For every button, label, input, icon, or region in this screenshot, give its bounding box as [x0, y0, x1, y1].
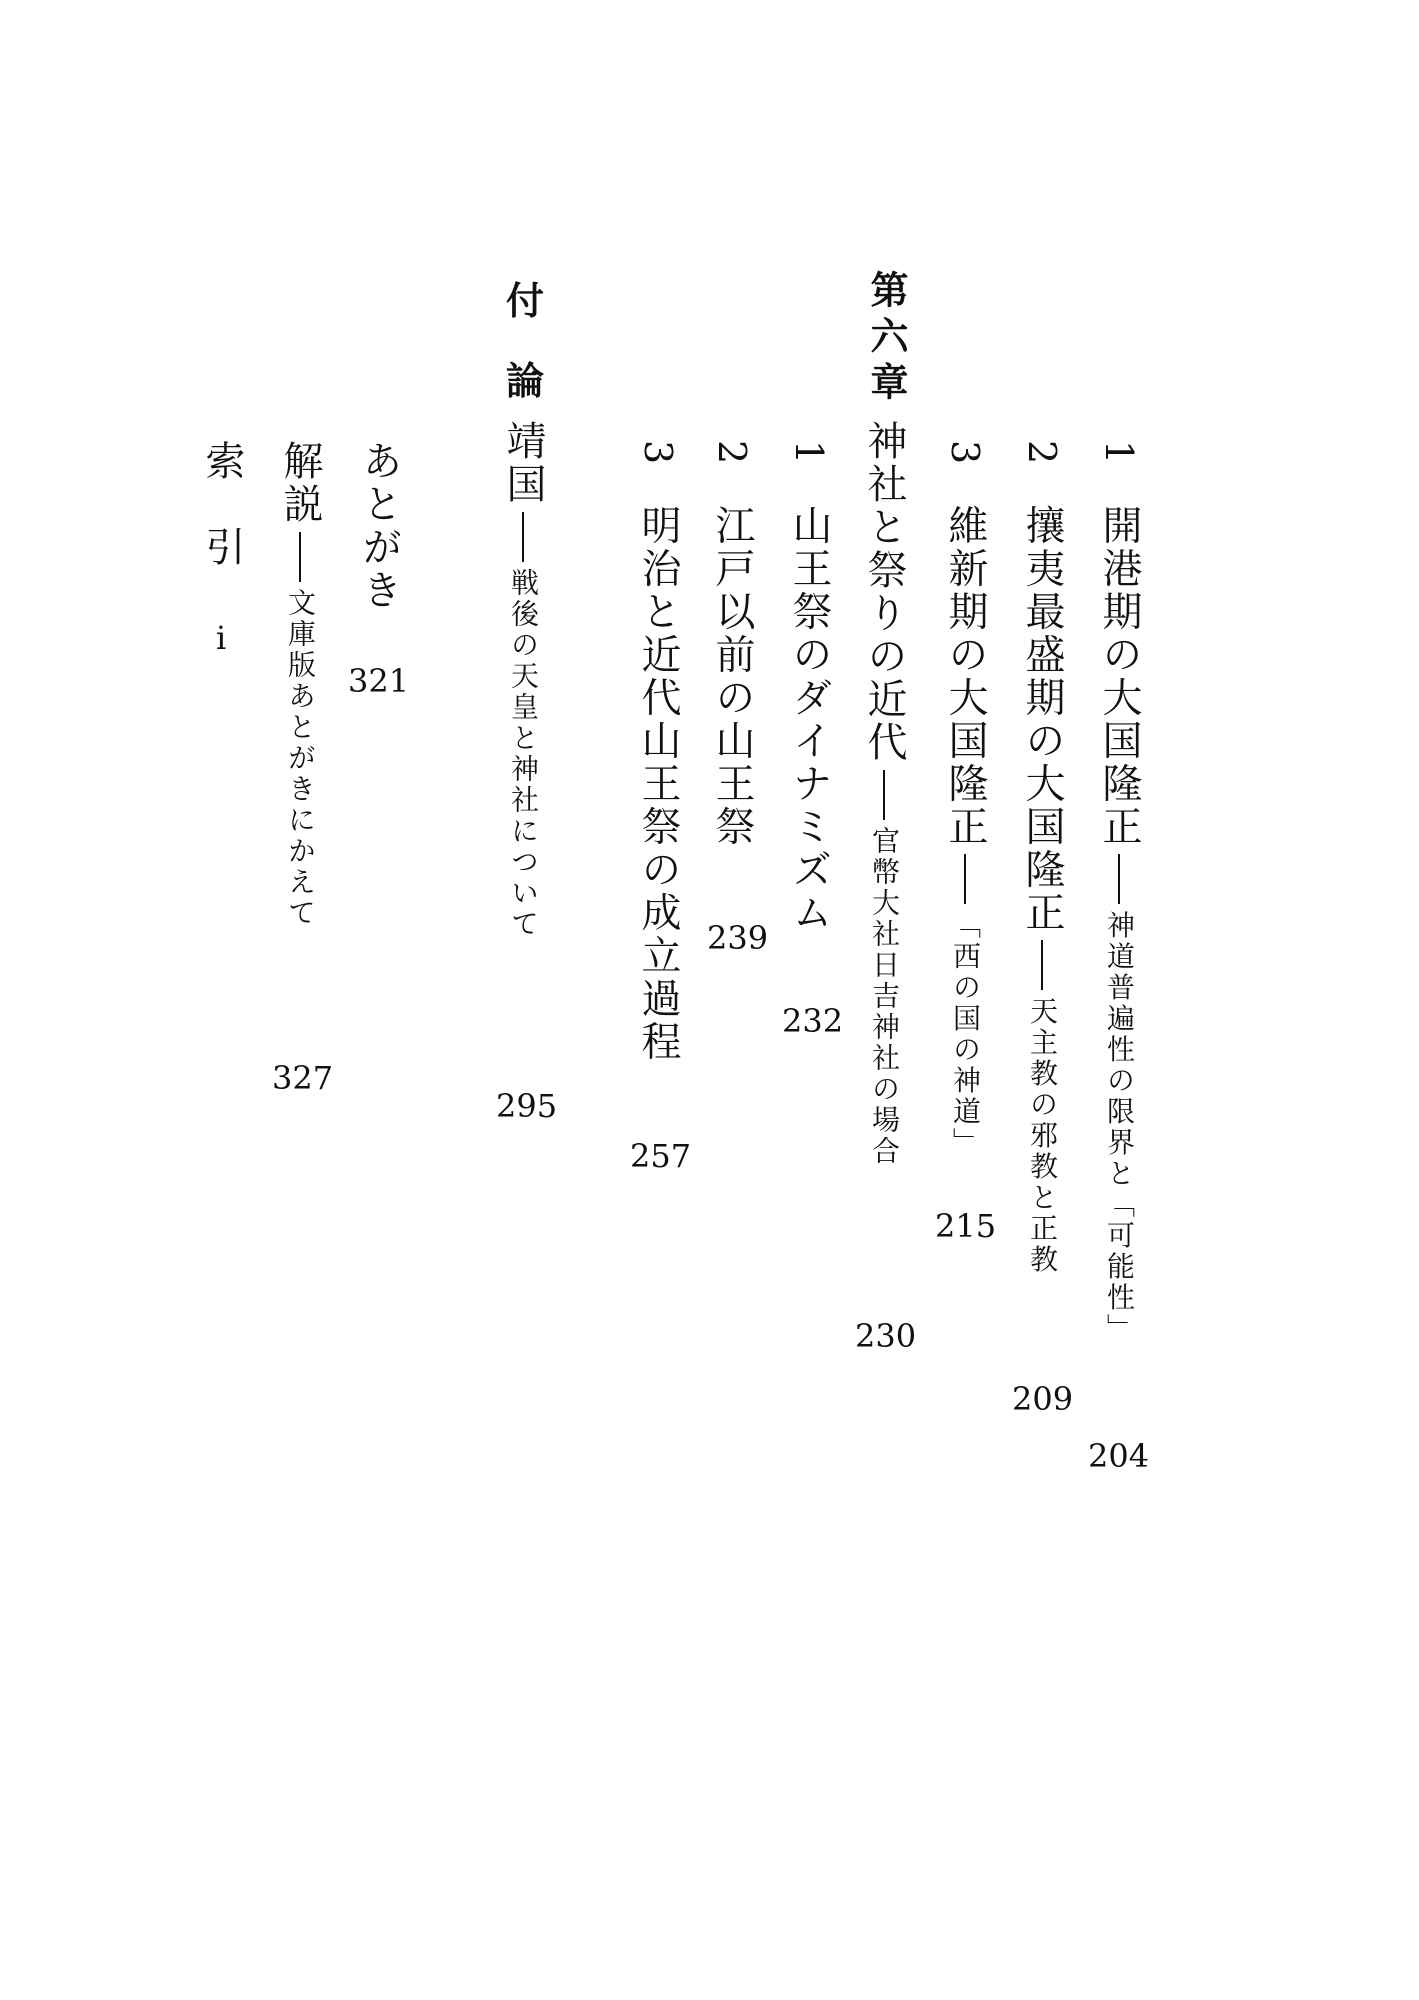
section-title: 明治と近代山王祭の成立過程 — [635, 504, 681, 1064]
commentary-entry[interactable] — [277, 440, 323, 929]
page-number: 257 — [630, 1137, 692, 1175]
index-title: 索 引 — [199, 440, 245, 569]
afterword-entry[interactable] — [356, 440, 402, 612]
commentary-subtitle: 文庫版あとがきにかえて — [284, 588, 317, 929]
chapter-label: 第六章 — [864, 270, 908, 408]
afterword-title: あとがき — [356, 440, 402, 612]
page-number: 209 — [1012, 1380, 1074, 1418]
chapter-subtitle: 官幣大社日吉神社の場合 — [868, 826, 901, 1167]
page-number: 239 — [707, 919, 769, 957]
toc-entry-1[interactable] — [1096, 440, 1142, 1345]
page-number: 295 — [496, 1087, 558, 1125]
page-number: 215 — [935, 1207, 997, 1245]
section-title: 攘夷最盛期の大国隆正 — [1019, 504, 1065, 935]
section-title: 開港期の大国隆正 — [1096, 504, 1142, 849]
page-number: 327 — [272, 1059, 334, 1097]
section-title: 江戸以前の山王祭 — [709, 504, 755, 849]
section-title: 山王祭のダイナミズム — [786, 504, 832, 935]
section-number: 2 — [1020, 440, 1064, 465]
section-number: 3 — [943, 440, 987, 465]
em-dash — [522, 512, 524, 562]
section-number: 1 — [1097, 440, 1141, 465]
appendix-label-2: 論 — [506, 359, 553, 403]
em-dash — [964, 854, 966, 904]
section-number: 2 — [710, 440, 754, 465]
toc-entry-2[interactable] — [1019, 440, 1065, 1276]
index-entry[interactable] — [199, 440, 245, 569]
section-number: 1 — [787, 440, 831, 465]
em-dash — [1118, 854, 1120, 904]
section-subtitle: 神道普遍性の限界と「可能性」 — [1103, 910, 1136, 1345]
commentary-title: 解説 — [277, 440, 323, 526]
page-number: 321 — [348, 662, 410, 700]
section-title: 維新期の大国隆正 — [942, 504, 988, 849]
section-subtitle: 「西の国の神道」 — [949, 910, 982, 1159]
em-dash — [299, 532, 301, 582]
appendix-title[interactable] — [500, 420, 546, 940]
page-number: 232 — [782, 1002, 844, 1040]
section-number: 3 — [636, 440, 680, 465]
appendix-subtitle: 戦後の天皇と神社について — [507, 568, 540, 940]
page-number: 230 — [855, 1317, 917, 1355]
chapter-title: 神社と祭りの近代 — [861, 420, 907, 764]
appendix-main-title: 靖国 — [500, 420, 546, 506]
chapter-6-section-3[interactable] — [635, 440, 681, 1064]
toc-entry-3[interactable] — [942, 440, 988, 1159]
appendix-label-1: 付 — [506, 279, 553, 323]
page-number: 204 — [1088, 1437, 1150, 1475]
chapter-6-section-2[interactable] — [709, 440, 755, 849]
chapter-6-section-1[interactable] — [786, 440, 832, 935]
section-subtitle: 天主教の邪教と正教 — [1026, 996, 1059, 1276]
em-dash — [883, 770, 885, 820]
page-number: i — [216, 619, 227, 657]
em-dash — [1041, 940, 1043, 990]
chapter-6-title[interactable] — [861, 420, 907, 1167]
